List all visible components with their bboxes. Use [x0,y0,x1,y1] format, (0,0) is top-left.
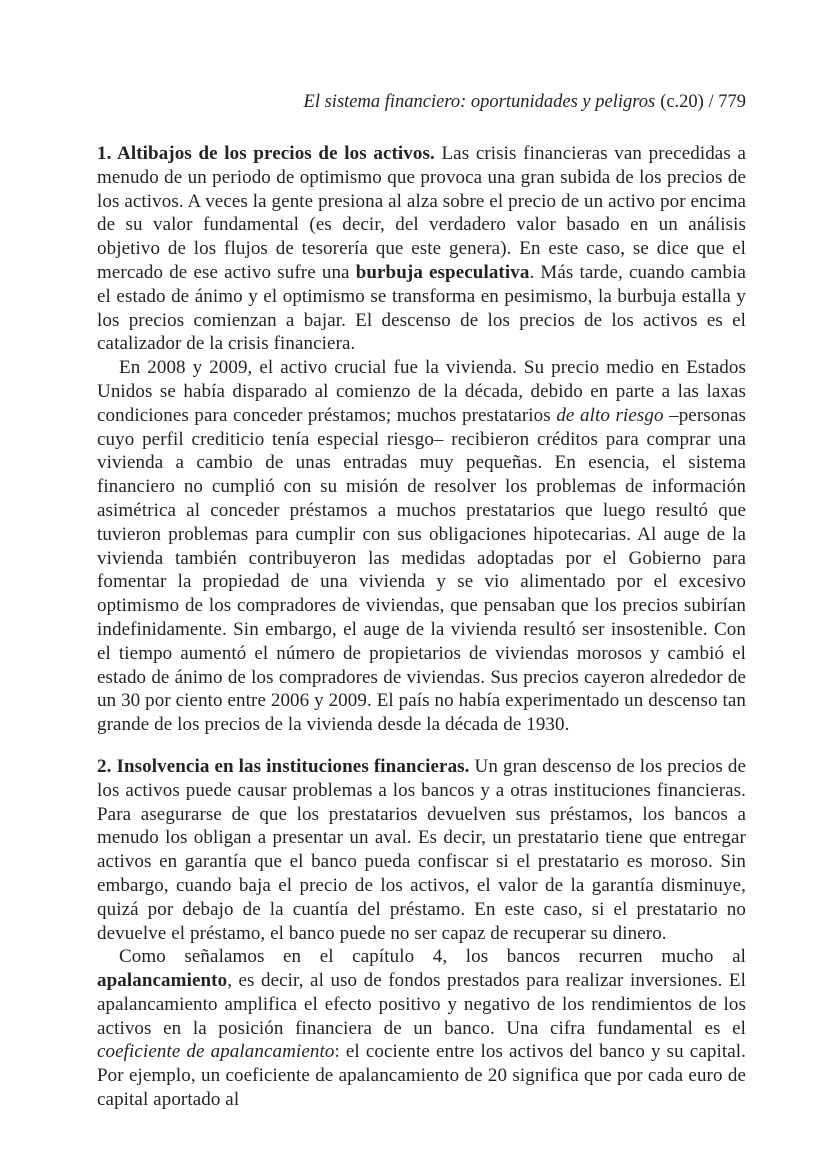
text-run: : el cociente entre los activos del banco y su capital. Por ejemplo, un coeficiente de apalancamiento de 20 significa que por cada euro de capital aportado al [97,1041,746,1111]
running-title: El sistema financiero: oportunidades y peligros [303,92,656,112]
text-run: En 2008 y 2009, el activo crucial fue la vivienda. Su precio medio en Estados Unidos se había disparado al comienzo de la década, debido en parte a las laxas condiciones para conceder préstamos; muchos prestatarios [97,357,746,426]
bold-run: 2. Insolvencia en las instituciones financieras. [97,755,470,777]
bold-run: apalancamiento [97,970,228,992]
chapter-page-number: (c.20) / 779 [660,92,746,112]
text-run: Las crisis financieras van precedidas a menudo de un periodo de optimismo que provoca una gran subida de los precios de los activos. A veces la gente presiona al alza sobre el precio de un activo por encima de su valor fundamental (es decir, del verdadero valor basado en un análisis objetivo de los flujos de tesorería que este genera). En este caso, se dice que el mercado de ese activo sufre una [97,143,746,283]
text-run: . Más tarde, cuando cambia el estado de ánimo y el optimismo se transforma en pesimismo, la burbuja estalla y los precios comienzan a bajar. El descenso de los precios de los activos es el catalizador de la crisis financiera. [97,261,746,355]
paragraph [97,755,746,945]
paragraph [97,142,746,356]
page-header [97,91,746,113]
text-run: Un gran descenso de los precios de los activos puede causar problemas a los bancos y a otras instituciones financieras. Para asegurarse de que los prestatarios devuelven sus préstamos, los bancos a menudo los obligan a presentar un aval. Es decir, un prestatario tiene que entregar activos en garantía que el banco pueda confiscar si el prestatario es moroso. Sin embargo, cuando baja el precio de los activos, el valor de la garantía disminuye, quizá por debajo de la cuantía del préstamo. En este caso, si el prestatario no devuelve el préstamo, el banco puede no ser capaz de recuperar su dinero. [97,755,746,944]
paragraph [97,945,746,1112]
italic-run: coeficiente de apalancamiento [97,1041,335,1063]
text-run: –personas cuyo perfil crediticio tenía especial riesgo– recibieron créditos para comprar una vivienda a cambio de unas entradas muy pequeñas. En esencia, el sistema financiero no cumplió con su misión de resolver los problemas de información asimétrica al conceder préstamos a muchos prestatarios que luego resultó que tuvieron problemas para cumplir con sus obligaciones hipotecarias. Al auge de la vivienda también contribuyeron las medidas adoptadas por el Gobierno para fomentar la propiedad de una vivienda y se vio alimentado por el excesivo optimismo de los compradores de viviendas, que pensaban que los precios subirían indefinidamente. Sin embargo, el auge de la vivienda resultó ser insostenible. Con el tiempo aumentó el número de propietarios de viviendas morosos y cambió el estado de ánimo de los compradores de viviendas. Sus precios cayeron alrededor de un 30 por ciento entre 2006 y 2009. El país no había experimentado un descenso tan grande de los precios de la vivienda desde la década de 1930. [97,404,746,736]
italic-run: de alto riesgo [556,404,664,426]
bold-run: burbuja especulativa [355,261,530,283]
bold-run: 1. Altibajos de los precios de los activos. [97,143,435,164]
text-run: , es decir, al uso de fondos prestados para realizar inversiones. El apalancamiento amplifica el efecto positivo y negativo de los rendimientos de los activos en la posición financiera de un banco. Una cifra fundamental es el [97,970,746,1039]
text-run: Como señalamos en el capítulo 4, los bancos recurren mucho al [119,946,746,968]
page-body [97,142,746,1112]
paragraph [97,356,746,737]
